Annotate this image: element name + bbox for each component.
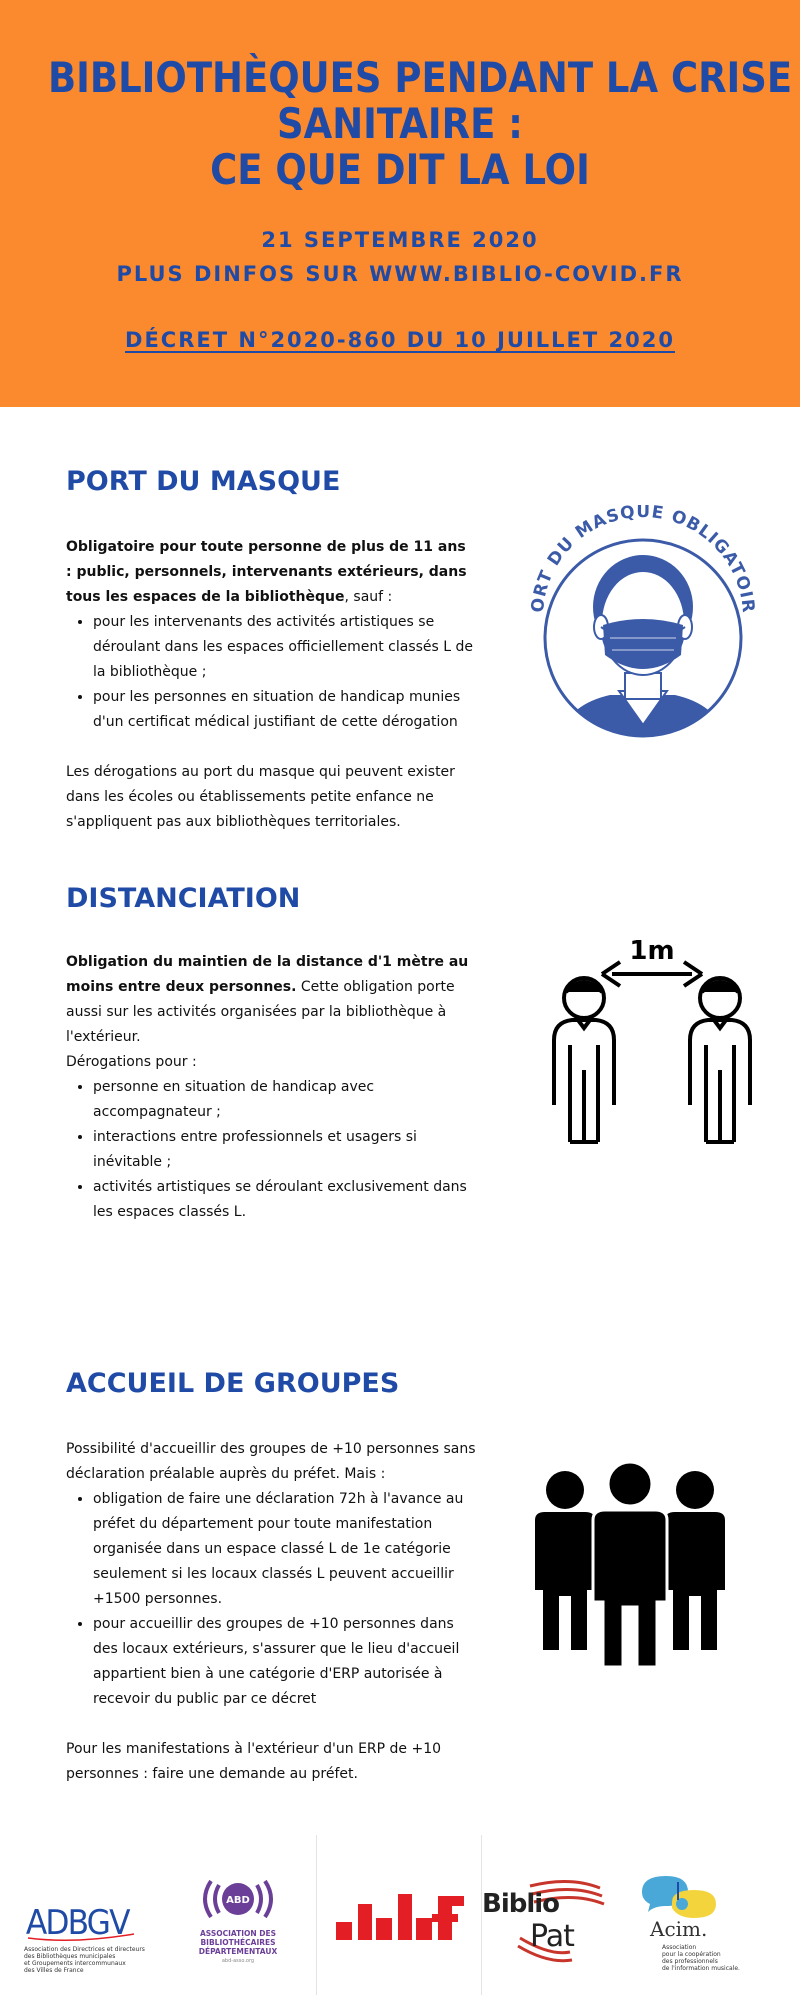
list-item: • pour accueillir des groupes de +10 personnes dans des locaux extérieurs, s'assurer que le lieu d'accueil appartient bien à une catégorie d'ERP autorisée à recevoir du public par ce décret xyxy=(93,1612,476,1712)
social-distance-icon xyxy=(540,930,765,1150)
masque-bullets xyxy=(66,610,476,735)
header-date: 21 SEPTEMBRE 2020 xyxy=(261,228,539,252)
logo-acim[interactable] xyxy=(632,1872,762,1972)
abf-logo-icon xyxy=(332,1888,470,1948)
badge-arc-text: ORT DU MASQUE OBLIGATOIR xyxy=(527,505,759,615)
header-decret[interactable]: DÉCRET N°2020-860 DU 10 JUILLET 2020 xyxy=(125,328,675,352)
bibliopat-line1: Biblio xyxy=(482,1889,560,1919)
distanciation-intro-rest: Cette obligation porte aussi sur les activités organisées par la bibliothèque à l'extérieur. xyxy=(66,979,455,1045)
distanciation-text xyxy=(66,950,476,1225)
acim-logo-icon xyxy=(632,1872,727,1940)
masque-intro-rest: , sauf : xyxy=(344,589,393,605)
groupes-bullets xyxy=(66,1487,476,1712)
title-line-1: BIBLIOTHÈQUES PENDANT LA CRISE xyxy=(48,53,793,102)
acim-caption-line: de l'information musicale. xyxy=(662,1965,740,1972)
distanciation-intro xyxy=(66,950,476,1050)
adbgv-caption-line: des Bibliothèques municipales xyxy=(24,1953,116,1960)
logo-divider xyxy=(316,1835,317,1995)
list-item: • pour les intervenants des activités artistiques se déroulant dans les espaces officiellement classés L de la bibliothèque ; xyxy=(93,610,476,685)
acim-wordmark: Acim. xyxy=(650,1917,708,1940)
acim-caption-line: pour la coopération xyxy=(662,1951,721,1958)
list-item: • obligation de faire une déclaration 72h à l'avance au préfet du département pour toute manifestation organisée dans un espace classé L de 1e catégorie seulement si les locaux classés L peuvent accueillir +1500 personnes. xyxy=(93,1487,476,1612)
distance-label: 1m xyxy=(629,936,675,966)
header-banner xyxy=(0,0,800,407)
group-illustration xyxy=(525,1462,735,1676)
list-item: • personne en situation de handicap avec accompagnateur ; xyxy=(93,1075,476,1125)
logo-abd[interactable] xyxy=(168,1873,308,1964)
masque-text xyxy=(66,535,476,835)
abd-name xyxy=(168,1929,308,1956)
adbgv-caption-line: et Groupements intercommunaux xyxy=(24,1960,126,1967)
acim-caption-line: des professionnels xyxy=(662,1958,718,1965)
title-line-3: CE QUE DIT LA LOI xyxy=(210,145,590,194)
section-title-masque: PORT DU MASQUE xyxy=(66,466,341,497)
section-title-groupes: ACCUEIL DE GROUPES xyxy=(66,1368,400,1399)
distanciation-derog-label: Dérogations pour : xyxy=(66,1054,197,1070)
title-line-2: SANITAIRE : xyxy=(277,99,523,148)
section-title-distanciation: DISTANCIATION xyxy=(66,883,301,914)
abd-badge-text: ABD xyxy=(226,1895,250,1906)
abd-name-line: DÉPARTEMENTAUX xyxy=(198,1947,278,1956)
logo-bibliopat[interactable] xyxy=(480,1876,620,1970)
abd-name-line: ASSOCIATION DES BIBLIOTHÉCAIRES xyxy=(199,1929,277,1947)
adbgv-wordmark: ADBGV xyxy=(25,1902,129,1942)
groupes-note: Pour les manifestations à l'extérieur d'un ERP de +10 personnes : faire une demande au préfet. xyxy=(66,1741,442,1782)
masque-note: Les dérogations au port du masque qui peuvent exister dans les écoles ou établissements petite enfance ne s'appliquent pas aux bibliothèques territoriales. xyxy=(66,764,455,830)
list-item: • activités artistiques se déroulant exclusivement dans les espaces classés L. xyxy=(93,1175,476,1225)
bibliopat-logo-icon xyxy=(480,1876,610,1966)
list-item: • interactions entre professionnels et usagers si inévitable ; xyxy=(93,1125,476,1175)
distanciation-intro-bold: Obligation du maintien de la distance d'1 mètre au moins entre deux personnes. xyxy=(66,954,469,995)
page-title xyxy=(48,53,793,194)
logo-adbgv[interactable] xyxy=(24,1898,154,1974)
group-people-icon xyxy=(525,1462,735,1672)
list-item: • pour les personnes en situation de handicap munies d'un certificat médical justifiant de cette dérogation xyxy=(93,685,476,735)
masque-intro-bold: Obligatoire pour toute personne de plus de 11 ans : public, personnels, intervenants extérieurs, dans tous les espaces de la bibliothèque xyxy=(66,539,467,605)
header-more-info[interactable]: PLUS DINFOS SUR WWW.BIBLIO-COVID.FR xyxy=(116,262,684,286)
distanciation-bullets xyxy=(66,1075,476,1225)
abd-url: abd-asso.org xyxy=(221,1958,255,1964)
mask-face-icon xyxy=(515,505,770,745)
logo-abf[interactable] xyxy=(332,1888,470,1952)
groupes-intro: Possibilité d'accueillir des groupes de +10 personnes sans déclaration préalable auprès du préfet. Mais : xyxy=(66,1441,476,1482)
adbgv-caption xyxy=(24,1946,154,1974)
acim-caption-line: Association xyxy=(662,1944,697,1951)
masque-intro xyxy=(66,535,476,610)
adbgv-caption-line: des Villes de France xyxy=(24,1967,84,1974)
mask-mandatory-badge xyxy=(515,505,770,749)
groupes-text xyxy=(66,1437,476,1787)
acim-caption xyxy=(632,1944,762,1972)
adbgv-logo-icon xyxy=(24,1898,139,1942)
abd-broadcast-icon xyxy=(193,1873,283,1925)
adbgv-caption-line: Association des Directrices et directeurs xyxy=(24,1946,145,1953)
bibliopat-line2: Pat xyxy=(530,1919,574,1954)
distance-illustration xyxy=(540,930,765,1154)
abf-name: abf xyxy=(332,1888,334,1889)
